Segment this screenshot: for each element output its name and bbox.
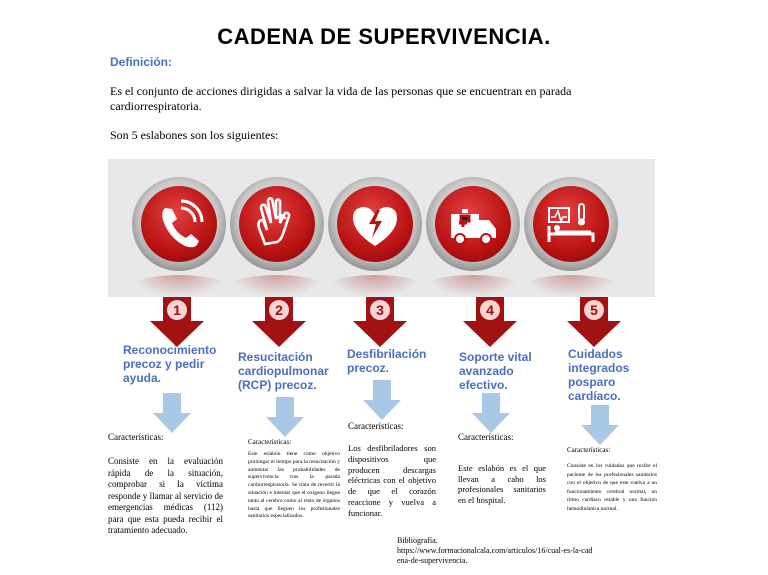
step-1-badge <box>132 177 226 271</box>
chain-banner <box>108 159 655 297</box>
step-4-number: 4 <box>480 300 500 320</box>
heart-bolt-icon <box>337 186 413 262</box>
phone-icon <box>141 186 217 262</box>
step-3-number: 3 <box>370 300 390 320</box>
definition-text: Es el conjunto de acciones dirigidas a salvar la vida de las personas que se encuentran en parada cardiorrespiratoria. <box>110 84 572 113</box>
step-5-badge <box>524 177 618 271</box>
hospital-bed-icon <box>533 186 609 262</box>
step-1-description: Consiste en la evaluación rápida de la situación, comprobar si la víctima responde y llamar al servicio de emergencias médicas (112) para que esta pueda recibir el tratamiento adecuado. <box>108 456 223 535</box>
step-4-down-arrow <box>472 393 510 433</box>
page-title: CADENA DE SUPERVIVENCIA. <box>217 24 551 49</box>
step-3-title: Desfibrilación precoz. <box>347 347 427 375</box>
step-4-title: Soporte vital avanzado efectivo. <box>459 350 532 392</box>
step-2-number: 2 <box>269 300 289 320</box>
step-2-description: Este eslabón tiene como objetivo prolongar el tiempo para la resucitación y aumentar las probabilidades de supervivencia tras la parada cardiorrespiratoria. Se trata de revertir la situación e intentar que el oxígeno llegue tanto al cerebro como al resto de órganos hasta que lleguen los profesionales sanitarios especializados. <box>248 451 340 520</box>
step-4-description: Este eslabón es el que llevan a cabo los profesionales sanitarios en el hospital. <box>458 463 546 505</box>
step-3-char-label: Características: <box>348 421 404 431</box>
step-4-arrow <box>463 297 517 347</box>
step-4-badge <box>426 177 520 271</box>
bibliography-label: Bibliografía. <box>397 536 438 545</box>
step-3-arrow <box>353 297 407 347</box>
step-3-badge <box>328 177 422 271</box>
intro-text: Son 5 eslabones son los siguientes: <box>110 128 279 142</box>
step-2-down-arrow <box>266 397 304 437</box>
step-2-arrow <box>252 297 306 347</box>
definition-heading: Definición: <box>110 55 172 69</box>
step-5-char-label: Características: <box>567 446 611 454</box>
step-2-title: Resucitación cardiopulmonar (RCP) precoz. <box>238 350 329 392</box>
ambulance-icon <box>435 186 511 262</box>
step-5-title: Cuidados integrados posparo cardíaco. <box>568 347 630 403</box>
step-2-char-label: Características: <box>248 438 292 446</box>
step-1-number: 1 <box>167 300 187 320</box>
step-5-arrow <box>567 297 621 347</box>
step-5-description: Consiste en los cuidados que recibe el paciente de los profesionales sanitarios con el objetivo de que este vuelva a un funcionamiento cerebral normal, un ritmo cardíaco estable y una función hemodinámica normal. <box>567 463 657 512</box>
step-1-down-arrow <box>153 393 191 433</box>
bibliography-link[interactable]: https://www.formacionalcala.com/articulos/16/cual-es-la-cadena-de-supervivencia. <box>397 546 593 565</box>
step-5-down-arrow <box>581 405 619 445</box>
step-1-arrow <box>150 297 204 347</box>
step-4-char-label: Características: <box>458 432 514 442</box>
step-1-char-label: Características: <box>108 432 164 442</box>
step-3-description: Los desfibriladores son dispositivos que producen descargas eléctricas con el objetivo de que el corazón reaccione y vuelva a funcionar. <box>348 443 436 518</box>
hands-cpr-icon <box>239 186 315 262</box>
step-3-down-arrow <box>363 380 401 420</box>
bibliography <box>397 536 593 566</box>
step-2-badge <box>230 177 324 271</box>
step-1-title: Reconocimiento precoz y pedir ayuda. <box>123 343 217 385</box>
step-5-number: 5 <box>584 300 604 320</box>
